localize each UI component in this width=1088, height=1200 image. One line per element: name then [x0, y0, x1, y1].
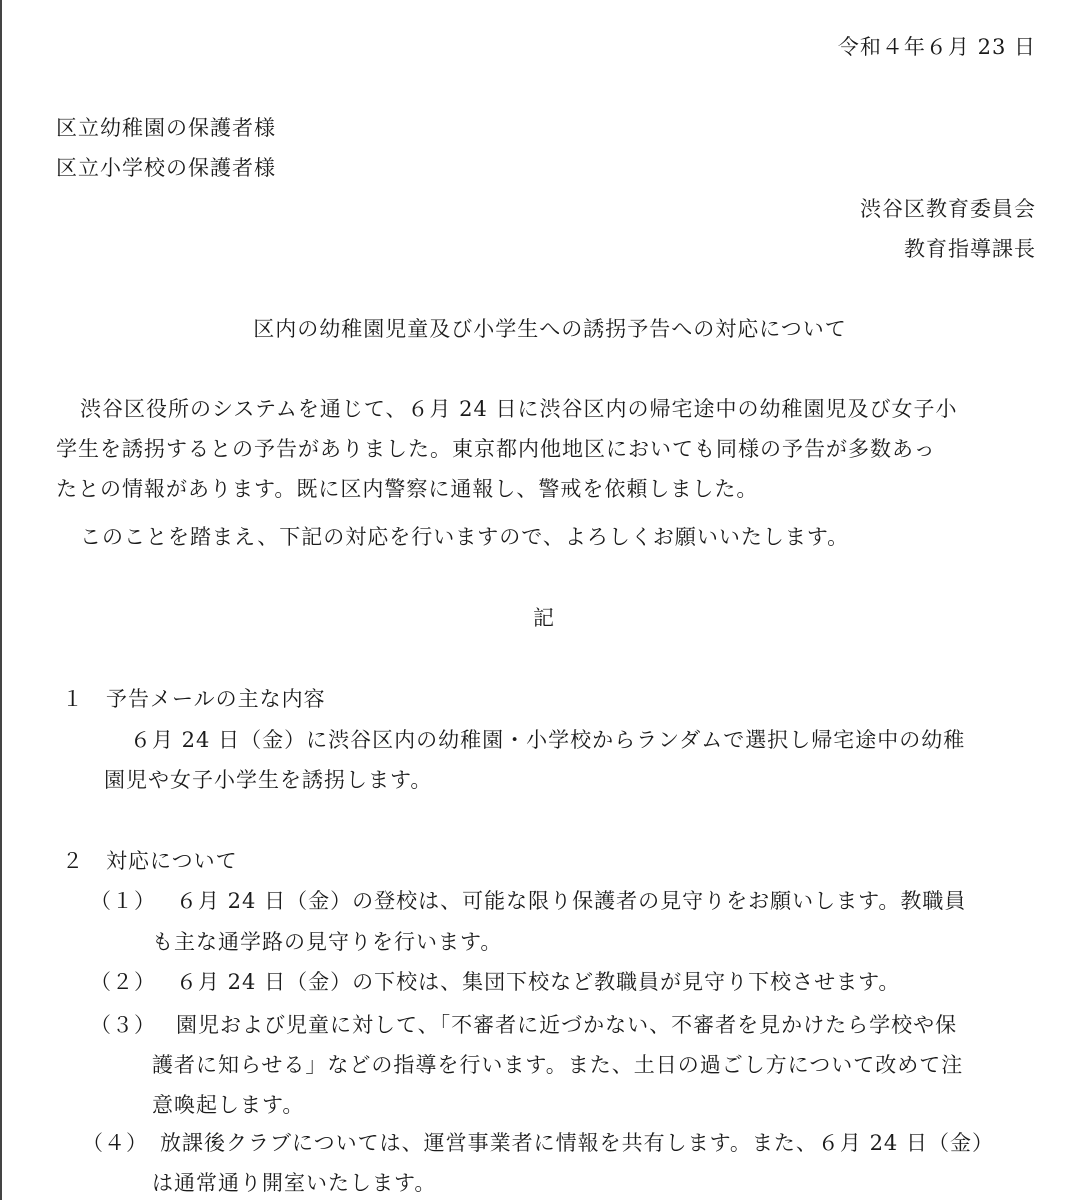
item-number: （４） [82, 1131, 148, 1155]
body-line: 学生を誘拐するとの予告がありました。東京都内他地区においても同様の予告が多数あっ [56, 437, 936, 461]
subject-heading: 区内の幼稚園児童及び小学生への誘拐予告への対応について [253, 317, 847, 341]
item-line: 園児および児童に対して、「不審者に近づかない、不審者を見かけたら学校や保 [176, 1013, 958, 1037]
item-line: ６月 24 日（金）の登校は、可能な限り保護者の見守りをお願いします。教職員 [176, 889, 967, 913]
ki-marker: 記 [533, 606, 555, 630]
body-line: このことを踏まえ、下記の対応を行いますので、よろしくお願いいたします。 [80, 525, 850, 549]
body-line: 渋谷区役所のシステムを通じて、６月 24 日に渋谷区内の帰宅途中の幼稚園児及び女子小 [80, 397, 958, 421]
item-line: 放課後クラブについては、運営事業者に情報を共有します。また、６月 24 日（金） [160, 1131, 994, 1155]
item-line: 意喚起します。 [152, 1093, 305, 1117]
item-number: （１） [90, 889, 156, 913]
item-number: （２） [90, 970, 156, 994]
recipient-elementary: 区立小学校の保護者様 [56, 156, 276, 180]
section1-line: 園児や女子小学生を誘拐します。 [104, 768, 433, 792]
section2-heading: ２ 対応について [62, 849, 238, 873]
document-date: 令和４年６月 23 日 [837, 35, 1036, 59]
section1-line: ６月 24 日（金）に渋谷区内の幼稚園・小学校からランダムで選択し帰宅途中の幼稚 [130, 728, 966, 752]
sender-org: 渋谷区教育委員会 [860, 197, 1036, 221]
item-number: （３） [90, 1013, 156, 1037]
recipient-kindergarten: 区立幼稚園の保護者様 [56, 116, 276, 140]
page-edge [0, 0, 2, 1200]
sender-title: 教育指導課長 [904, 237, 1036, 261]
item-line: 護者に知らせる」などの指導を行います。また、土日の過ごし方について改めて注 [152, 1053, 964, 1077]
item-line: は通常通り開室いたします。 [152, 1171, 437, 1195]
section1-heading: １ 予告メールの主な内容 [62, 687, 326, 711]
item-line: ６月 24 日（金）の下校は、集団下校など教職員が見守り下校させます。 [176, 970, 901, 994]
item-line: も主な通学路の見守りを行います。 [152, 930, 503, 954]
body-line: たとの情報があります。既に区内警察に通報し、警戒を依頼しました。 [56, 477, 759, 501]
